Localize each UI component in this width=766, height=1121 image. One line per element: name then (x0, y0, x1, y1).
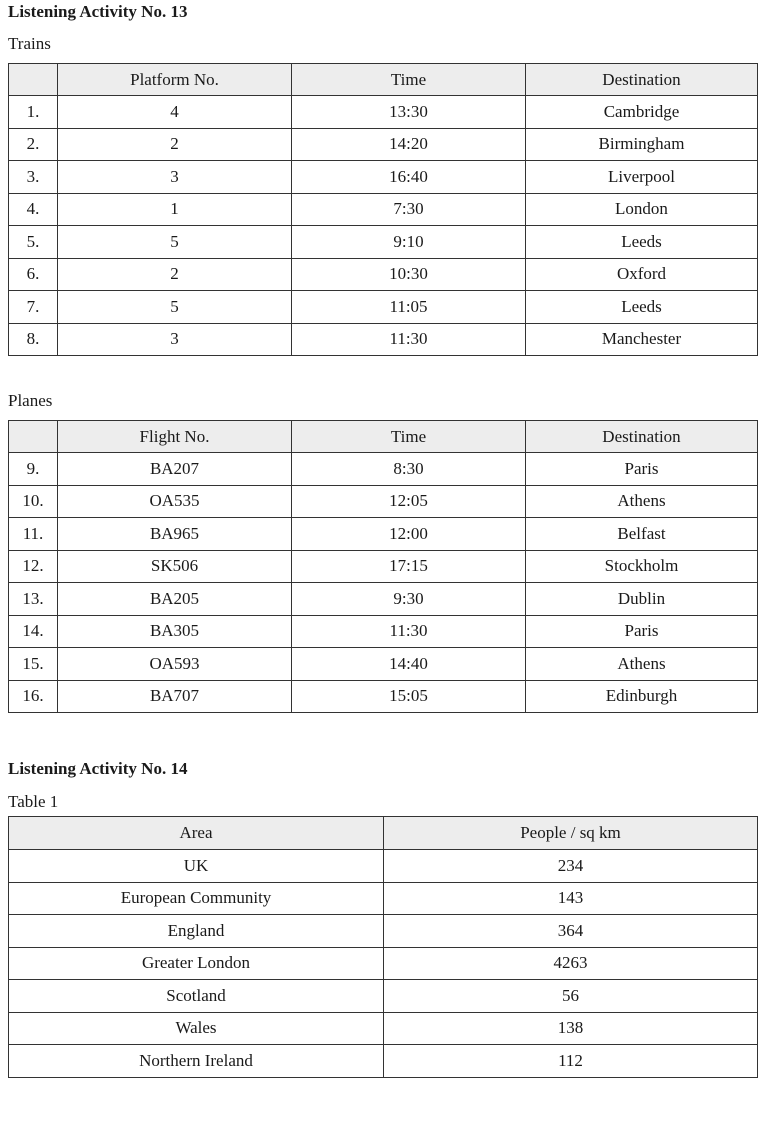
table-header-row (9, 64, 758, 96)
table-row (9, 615, 758, 648)
table-row (9, 161, 758, 194)
table-cell: Greater London (9, 947, 384, 980)
table-cell: 13:30 (292, 96, 526, 129)
density-table (8, 816, 758, 1078)
table-row (9, 1045, 758, 1078)
table-cell: Liverpool (526, 161, 758, 194)
table-cell: 9:30 (292, 583, 526, 616)
table-cell: Athens (526, 648, 758, 681)
table-cell: London (526, 193, 758, 226)
table-cell: 8. (9, 323, 58, 356)
table-cell: 4 (58, 96, 292, 129)
column-header: Flight No. (58, 421, 292, 453)
table-cell: Northern Ireland (9, 1045, 384, 1078)
table-cell: 3 (58, 323, 292, 356)
density-header (9, 817, 758, 850)
table-row (9, 485, 758, 518)
table-header-row (9, 817, 758, 850)
table-cell: 10. (9, 485, 58, 518)
table-cell: Wales (9, 1012, 384, 1045)
table-row (9, 258, 758, 291)
table-row (9, 882, 758, 915)
activity-13-title: Listening Activity No. 13 (8, 2, 188, 21)
table-row (9, 518, 758, 551)
column-header: People / sq km (384, 817, 758, 850)
table-row (9, 583, 758, 616)
table-cell: 9. (9, 453, 58, 486)
table-cell: 56 (384, 980, 758, 1013)
table1-label: Table 1 (8, 792, 59, 811)
table-cell: 3. (9, 161, 58, 194)
column-header: Destination (526, 421, 758, 453)
table-cell: 5 (58, 291, 292, 324)
table-row (9, 648, 758, 681)
table-cell: 364 (384, 915, 758, 948)
table-cell: 11. (9, 518, 58, 551)
table-cell: UK (9, 850, 384, 883)
column-header: Platform No. (58, 64, 292, 96)
table-cell: 14:20 (292, 128, 526, 161)
table-cell: 112 (384, 1045, 758, 1078)
table-cell: 6. (9, 258, 58, 291)
table-cell: 4263 (384, 947, 758, 980)
table-row (9, 850, 758, 883)
table-cell: England (9, 915, 384, 948)
column-header: Time (292, 421, 526, 453)
table-cell: Scotland (9, 980, 384, 1013)
trains-body (9, 96, 758, 356)
table-cell: 12:00 (292, 518, 526, 551)
table-cell: SK506 (58, 550, 292, 583)
table-row (9, 128, 758, 161)
table-cell: BA207 (58, 453, 292, 486)
table-cell: Athens (526, 485, 758, 518)
table-cell: 11:05 (292, 291, 526, 324)
table-row (9, 453, 758, 486)
table-cell: Belfast (526, 518, 758, 551)
table-cell: 15. (9, 648, 58, 681)
table-row (9, 980, 758, 1013)
table-cell: OA593 (58, 648, 292, 681)
table-cell: Cambridge (526, 96, 758, 129)
column-header (9, 64, 58, 96)
table-cell: 9:10 (292, 226, 526, 259)
table-cell: 12. (9, 550, 58, 583)
planes-header (9, 421, 758, 453)
table-cell: 1. (9, 96, 58, 129)
table-cell: 14:40 (292, 648, 526, 681)
table-cell: 4. (9, 193, 58, 226)
table-row (9, 915, 758, 948)
table-cell: 8:30 (292, 453, 526, 486)
table-cell: 138 (384, 1012, 758, 1045)
table-cell: BA965 (58, 518, 292, 551)
table-cell: 3 (58, 161, 292, 194)
table-row (9, 96, 758, 129)
table-cell: Birmingham (526, 128, 758, 161)
planes-label: Planes (8, 391, 53, 410)
table-cell: Edinburgh (526, 680, 758, 713)
table-cell: 1 (58, 193, 292, 226)
column-header (9, 421, 58, 453)
table-cell: 12:05 (292, 485, 526, 518)
table-cell: BA205 (58, 583, 292, 616)
table-cell: Dublin (526, 583, 758, 616)
table-cell: 5 (58, 226, 292, 259)
table-row (9, 193, 758, 226)
table-cell: Leeds (526, 226, 758, 259)
table-cell: 7:30 (292, 193, 526, 226)
table-cell: 11:30 (292, 323, 526, 356)
table-cell: Manchester (526, 323, 758, 356)
table-cell: Paris (526, 453, 758, 486)
table-cell: 16. (9, 680, 58, 713)
table-row (9, 291, 758, 324)
planes-body (9, 453, 758, 713)
table-cell: 15:05 (292, 680, 526, 713)
table-row (9, 323, 758, 356)
table-row (9, 947, 758, 980)
planes-table (8, 420, 758, 713)
table-cell: OA535 (58, 485, 292, 518)
trains-header (9, 64, 758, 96)
table-row (9, 1012, 758, 1045)
table-cell: 16:40 (292, 161, 526, 194)
table-cell: 14. (9, 615, 58, 648)
table-cell: 2 (58, 128, 292, 161)
table-cell: 17:15 (292, 550, 526, 583)
table-cell: European Community (9, 882, 384, 915)
column-header: Time (292, 64, 526, 96)
table-cell: 10:30 (292, 258, 526, 291)
table-cell: Oxford (526, 258, 758, 291)
table-cell: Stockholm (526, 550, 758, 583)
column-header: Area (9, 817, 384, 850)
table-cell: Paris (526, 615, 758, 648)
table-cell: 13. (9, 583, 58, 616)
table-cell: 7. (9, 291, 58, 324)
table-cell: BA305 (58, 615, 292, 648)
trains-label: Trains (8, 34, 51, 53)
table-header-row (9, 421, 758, 453)
table-cell: Leeds (526, 291, 758, 324)
table-cell: 2 (58, 258, 292, 291)
table-row (9, 226, 758, 259)
table-cell: 234 (384, 850, 758, 883)
table-cell: BA707 (58, 680, 292, 713)
table-cell: 143 (384, 882, 758, 915)
activity-14-title: Listening Activity No. 14 (8, 759, 188, 778)
trains-table (8, 63, 758, 356)
table-cell: 5. (9, 226, 58, 259)
column-header: Destination (526, 64, 758, 96)
table-row (9, 550, 758, 583)
density-body (9, 850, 758, 1078)
table-cell: 11:30 (292, 615, 526, 648)
table-cell: 2. (9, 128, 58, 161)
table-row (9, 680, 758, 713)
